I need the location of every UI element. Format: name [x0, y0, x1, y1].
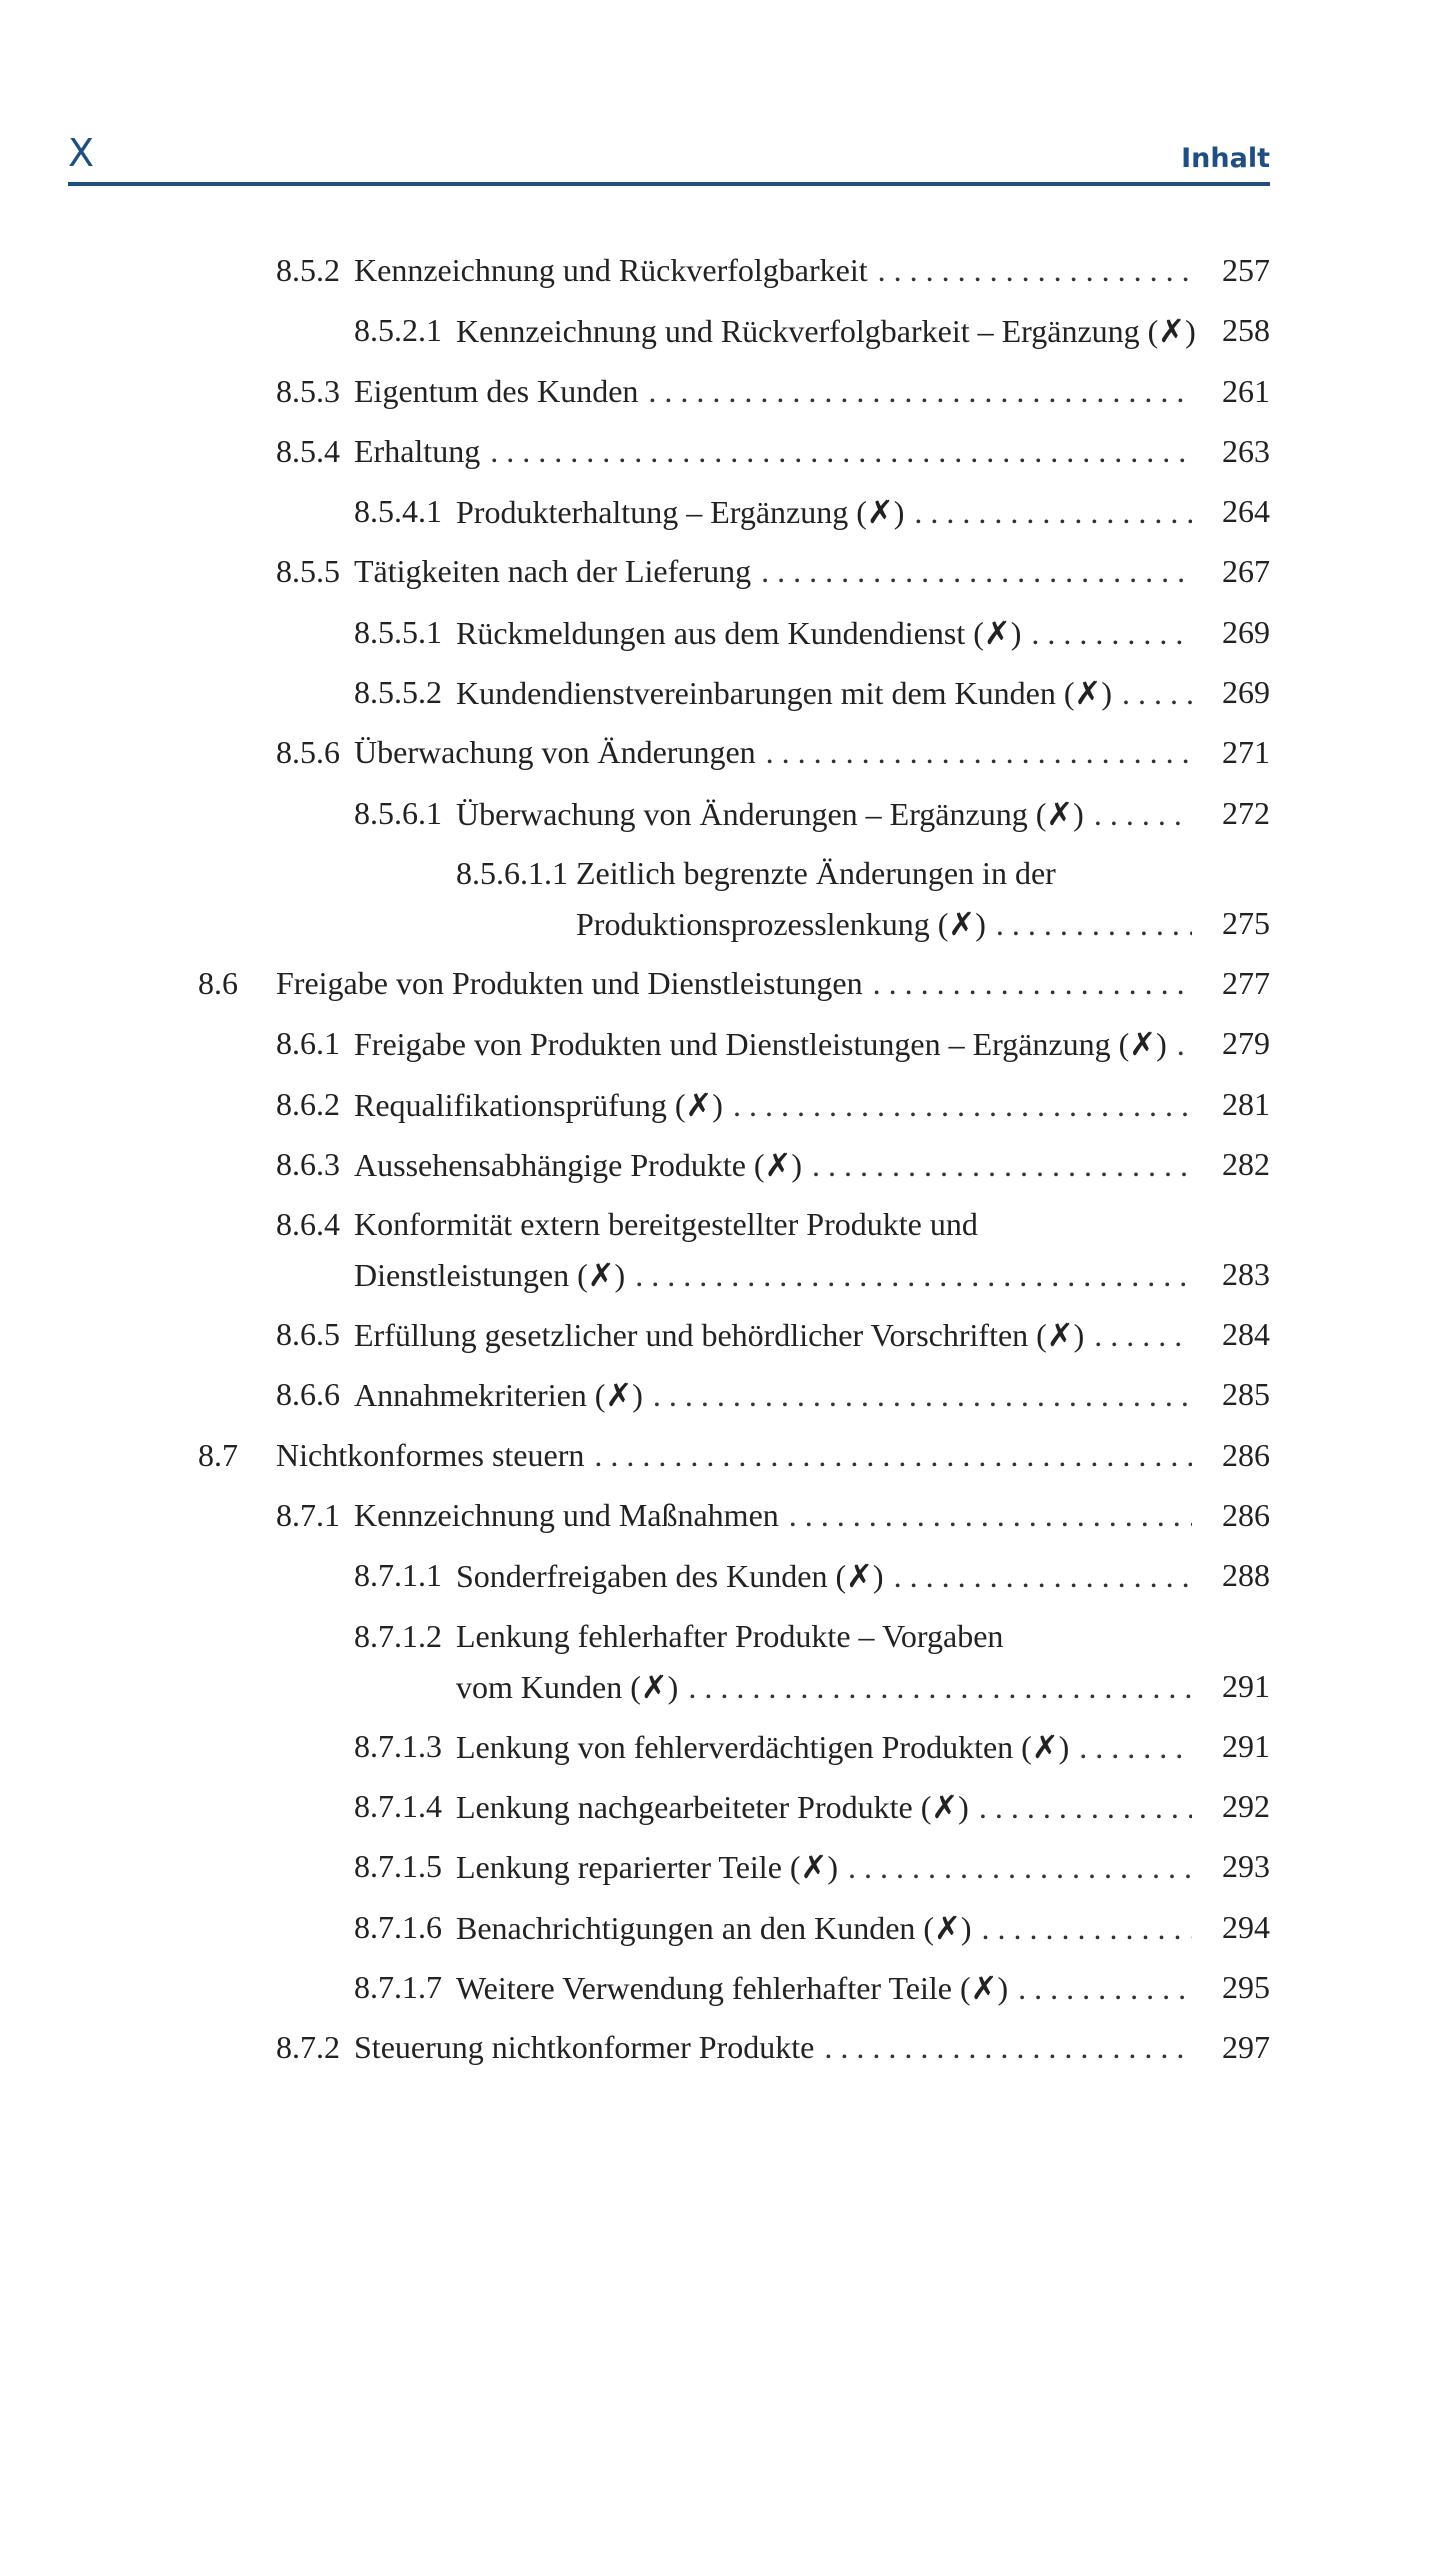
toc-entry-8-5-2[interactable]: [0, 244, 1445, 304]
toc-title: Erfüllung gesetzlicher und behördlicher Vorschriften (✗): [354, 1317, 1085, 1354]
toc-number: 8.5.5: [276, 553, 340, 590]
toc-entry-8-5-5[interactable]: [0, 545, 1445, 605]
toc-page: 281: [1222, 1085, 1270, 1122]
toc-title-line1: Zeitlich begrenzte Änderungen in der: [576, 854, 1056, 891]
toc-page: 261: [1222, 372, 1270, 409]
toc-title: Kennzeichnung und Rückverfolgbarkeit – Ergänzung (✗): [456, 313, 1196, 350]
toc-entry-8-5-6-1[interactable]: [0, 787, 1445, 847]
toc-page: 275: [1222, 904, 1270, 941]
toc-title: Rückmeldungen aus dem Kundendienst (✗): [456, 614, 1022, 651]
toc-number: 8.6.4: [276, 1206, 340, 1243]
toc-title-line2: Dienstleistungen (✗): [354, 1257, 626, 1294]
toc-page: 286: [1222, 1497, 1270, 1534]
toc-page: 291: [1222, 1667, 1270, 1704]
toc-number: 8.5.4: [276, 432, 340, 469]
toc-title: Aussehensabhängige Produkte (✗): [354, 1146, 803, 1183]
toc-entry-8-7-1-6[interactable]: [0, 1901, 1445, 1961]
toc-number: 8.7.1.3: [354, 1727, 442, 1764]
toc-entry-8-5-5-1[interactable]: [0, 606, 1445, 666]
toc-page: 277: [1222, 964, 1270, 1001]
toc-title: Überwachung von Änderungen – Ergänzung (✗): [456, 795, 1084, 832]
toc-page: 295: [1222, 1968, 1270, 2005]
toc-entry-8-6-4[interactable]: [0, 1198, 1445, 1308]
toc-entry-8-5-4[interactable]: [0, 425, 1445, 485]
toc-page: 269: [1222, 674, 1270, 711]
toc-title: Lenkung von fehlerverdächtigen Produkten (✗): [456, 1728, 1070, 1765]
toc-entry-8-5-2-1[interactable]: [0, 304, 1445, 364]
toc-page: 283: [1222, 1256, 1270, 1293]
toc-number: 8.7.1.4: [354, 1787, 442, 1824]
toc-entry-8-5-6[interactable]: [0, 726, 1445, 786]
toc-number: 8.6.5: [276, 1316, 340, 1353]
toc-number: 8.7.1.5: [354, 1848, 442, 1885]
toc-title: Eigentum des Kunden: [354, 372, 639, 409]
toc-entry-8-7-1-4[interactable]: [0, 1780, 1445, 1840]
toc-number: 8.7.1: [276, 1497, 340, 1534]
toc-entry-8-7-1-1[interactable]: [0, 1549, 1445, 1609]
toc-number: 8.6.1: [276, 1025, 340, 1062]
toc-entry-8-7-1-2[interactable]: [0, 1610, 1445, 1720]
toc-page: 263: [1222, 432, 1270, 469]
toc-title: Überwachung von Änderungen: [354, 734, 756, 771]
toc-title-line2: vom Kunden (✗): [456, 1668, 679, 1705]
toc-number: 8.7.1.7: [354, 1968, 442, 2005]
toc-entry-8-6-2[interactable]: [0, 1078, 1445, 1138]
toc-page: 291: [1222, 1727, 1270, 1764]
toc-page: 288: [1222, 1557, 1270, 1594]
toc-title: Kundendienstvereinbarungen mit dem Kunden (✗): [456, 675, 1112, 712]
toc-entry-8-7-1[interactable]: [0, 1489, 1445, 1549]
toc-entry-8-5-5-2[interactable]: [0, 666, 1445, 726]
toc-entry-8-6-3[interactable]: [0, 1138, 1445, 1198]
toc-entry-8-7-2[interactable]: [0, 2021, 1445, 2081]
toc-title: Annahmekriterien (✗): [354, 1377, 643, 1414]
toc-entry-8-6[interactable]: [0, 957, 1445, 1017]
toc-page: 282: [1222, 1145, 1270, 1182]
toc-entry-8-5-3[interactable]: [0, 365, 1445, 425]
toc-page: 269: [1222, 613, 1270, 650]
toc-page: 267: [1222, 553, 1270, 590]
toc-number: 8.5.6.1.1: [456, 854, 568, 891]
toc-page: 279: [1222, 1025, 1270, 1062]
toc-page: 285: [1222, 1376, 1270, 1413]
toc-title: Kennzeichnung und Rückverfolgbarkeit: [354, 252, 868, 288]
toc-number: 8.6.2: [276, 1085, 340, 1122]
toc-number: 8.6.3: [276, 1145, 340, 1182]
toc-number: 8.5.6: [276, 734, 340, 771]
toc-title: Produkterhaltung – Ergänzung (✗): [456, 494, 905, 531]
toc-number: 8.7.1.1: [354, 1557, 442, 1594]
toc-number: 8.5.4.1: [354, 493, 442, 530]
toc-title: Freigabe von Produkten und Dienstleistungen: [276, 964, 863, 1001]
toc-number: 8.5.5.1: [354, 613, 442, 650]
toc-entry-8-6-1[interactable]: [0, 1017, 1445, 1077]
toc-title: Sonderfreigaben des Kunden (✗): [456, 1558, 884, 1595]
toc-page: 271: [1222, 734, 1270, 771]
toc-entry-8-7-1-5[interactable]: [0, 1840, 1445, 1900]
toc-number: 8.7.2: [276, 2029, 340, 2066]
toc-number: 8.5.5.2: [354, 674, 442, 711]
toc-title: Freigabe von Produkten und Dienstleistungen – Ergänzung (✗): [354, 1026, 1167, 1063]
toc-number: 8.6: [198, 964, 238, 1001]
toc-page: 258: [1222, 312, 1270, 349]
toc-entry-8-7[interactable]: [0, 1429, 1445, 1489]
toc-page: 284: [1222, 1316, 1270, 1353]
toc-entry-8-5-6-1-1[interactable]: [0, 847, 1445, 957]
toc-page: 294: [1222, 1908, 1270, 1945]
toc-title-line2: Produktionsprozesslenkung (✗): [576, 905, 986, 942]
toc-number: 8.5.2: [276, 252, 340, 288]
toc-title: Lenkung reparierter Teile (✗): [456, 1849, 839, 1886]
toc-number: 8.5.3: [276, 372, 340, 409]
toc-page: 297: [1222, 2029, 1270, 2066]
toc-title: Kennzeichnung und Maßnahmen: [354, 1497, 779, 1534]
toc-title-line1: Konformität extern bereitgestellter Produkte und: [354, 1206, 978, 1243]
toc-entry-8-5-4-1[interactable]: [0, 485, 1445, 545]
toc-number: 8.7.1.2: [354, 1617, 442, 1654]
toc-page: 292: [1222, 1787, 1270, 1824]
toc-number: 8.6.6: [276, 1376, 340, 1413]
toc-number: 8.7.1.6: [354, 1908, 442, 1945]
table-of-contents: [0, 244, 1445, 2081]
toc-title-line1: Lenkung fehlerhafter Produkte – Vorgaben: [456, 1617, 1004, 1654]
toc-page: 257: [1222, 252, 1270, 288]
toc-title: Benachrichtigungen an den Kunden (✗): [456, 1909, 972, 1946]
toc-title: Lenkung nachgearbeiteter Produkte (✗): [456, 1788, 969, 1825]
toc-number: 8.7: [198, 1436, 238, 1473]
toc-page: 272: [1222, 794, 1270, 831]
section-title: Inhalt: [1181, 143, 1270, 174]
toc-entry-8-6-6[interactable]: [0, 1368, 1445, 1428]
toc-title: Weitere Verwendung fehlerhafter Teile (✗): [456, 1969, 1009, 2006]
toc-page: 264: [1222, 493, 1270, 530]
toc-title: Tätigkeiten nach der Lieferung: [354, 553, 752, 590]
toc-entry-8-7-1-7[interactable]: [0, 1961, 1445, 2021]
toc-title: Erhaltung: [354, 432, 481, 469]
toc-title: Steuerung nichtkonformer Produkte: [354, 2029, 815, 2066]
toc-entry-8-6-5[interactable]: [0, 1308, 1445, 1368]
toc-number: 8.5.6.1: [354, 794, 442, 831]
running-header: [68, 128, 1270, 186]
toc-title: Requalifikationsprüfung (✗): [354, 1086, 723, 1123]
page-number: X: [68, 131, 95, 175]
toc-number: 8.5.2.1: [354, 312, 442, 349]
toc-page: 286: [1222, 1436, 1270, 1473]
toc-page: 293: [1222, 1848, 1270, 1885]
toc-entry-8-7-1-3[interactable]: [0, 1720, 1445, 1780]
toc-title: Nichtkonformes steuern: [276, 1436, 585, 1473]
